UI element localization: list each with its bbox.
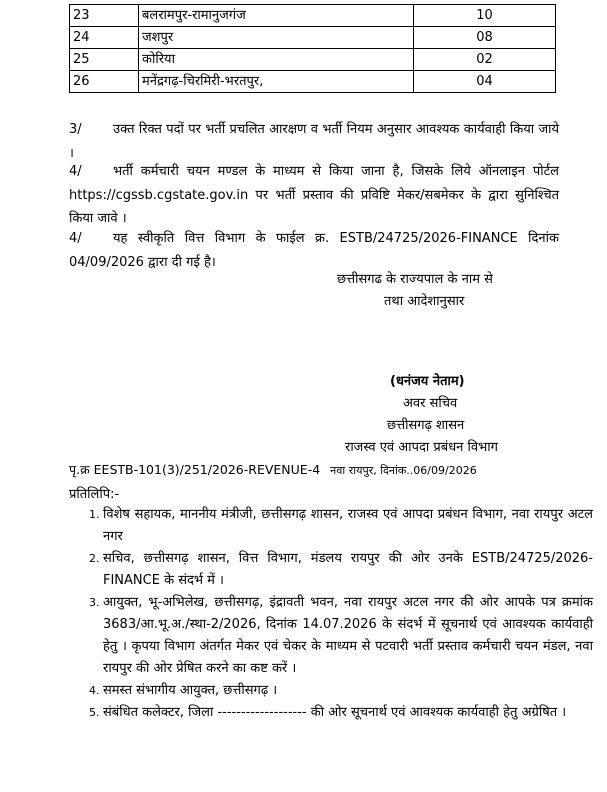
table-row	[70, 5, 556, 27]
district-posts-table	[69, 4, 556, 93]
district-name: बलरामपुर-रामानुजगंज	[139, 5, 414, 27]
reference-place-date: नवा रायपुर, दिनांक..06/09/2026	[330, 464, 477, 477]
district-name: मनेंद्रगढ़-चिरमिरी-भरतपुर,	[139, 71, 414, 93]
reference-number: पृ.क्र EESTB-101(3)/251/2026-REVENUE-4	[69, 462, 321, 477]
copy-list	[69, 504, 593, 724]
list-item: 1. विशेष सहायक, माननीय मंत्रीजी, छत्तीसगढ़ शासन, राजस्व एवं आपदा प्रबंधन विभाग, नवा रायपुर अटल नगर	[103, 504, 593, 548]
post-count: 02	[414, 49, 556, 71]
list-item: 4. समस्त संभागीय आयुक्त, छत्तीसगढ़ ।	[103, 680, 593, 702]
row-number: 23	[70, 5, 139, 27]
row-number: 24	[70, 27, 139, 49]
authority-line-1: छत्तीसगढ के राज्यपाल के नाम से	[337, 272, 493, 287]
row-number: 26	[70, 71, 139, 93]
paragraph-text: यह स्वीकृति वित्त विभाग के फाईल क्र. ESTB/24725/2026-FINANCE दिनांक 04/09/2026 द्वारा दी गई है।	[69, 231, 559, 270]
paragraph-number: 3/	[69, 122, 82, 137]
list-item: 3. आयुक्त, भू-अभिलेख, छत्तीसगढ़, इंद्रावती भवन, नवा रायपुर अटल नगर की ओर आपके पत्र क्रमांक 3683/आ.भू.अ./स्था-2/2026, दिनांक 14.07.2026 के संदर्भ में सूचनार्थ एवं आवश्यक कार्यवाही हेतु । कृपया विभाग अंतर्गत मेकर एवं चेकर के माध्यम से पटवारी भर्ती प्रस्ताव कर्मचारी चयन मंडल, नवा रायपुर की ओर प्रेषित करने का कष्ट करें ।	[103, 592, 593, 680]
paragraph-number: 4/	[69, 164, 82, 179]
signatory-name: (धनंजय नेताम)	[390, 374, 465, 389]
signatory-department: राजस्व एवं आपदा प्रबंधन विभाग	[345, 440, 498, 455]
list-item: 5. संबंधित कलेक्टर, जिला ------------------- की ओर सूचनार्थ एवं आवश्यक कार्यवाही हेतु अग्रेषित ।	[103, 702, 593, 724]
signatory-designation: अवर सचिव	[403, 396, 458, 411]
paragraph-4b	[69, 227, 559, 274]
paragraph-3	[69, 118, 559, 165]
district-name: जशपुर	[139, 27, 414, 49]
reference-line	[69, 461, 477, 478]
list-item: 2. सचिव, छत्तीसगढ़ शासन, वित्त विभाग, मंडलय रायपुर की ओर उनके ESTB/24725/2026-FINANCE के संदर्भ में ।	[103, 548, 593, 592]
signatory-government: छत्तीसगढ़ शासन	[387, 418, 465, 433]
post-count: 04	[414, 71, 556, 93]
paragraph-text: भर्ती कर्मचारी चयन मण्डल के माध्यम से किया जाना है, जिसके लिये ऑनलाइन पोर्टल https://cgssb.cgstate.gov.in पर भर्ती प्रस्ताव की प्रविष्टि मेकर/सबमेकर के द्वारा सुनिश्चित किया जावे ।	[69, 164, 559, 226]
post-count: 10	[414, 5, 556, 27]
copy-heading: प्रतिलिपि:-	[69, 487, 120, 502]
post-count: 08	[414, 27, 556, 49]
row-number: 25	[70, 49, 139, 71]
table-row	[70, 71, 556, 93]
paragraph-text: उक्त रिक्त पदों पर भर्ती प्रचलित आरक्षण व भर्ती नियम अनुसार आवश्यक कार्यवाही किया जाये ।	[69, 122, 559, 161]
district-name: कोरिया	[139, 49, 414, 71]
table-row	[70, 49, 556, 71]
authority-line-2: तथा आदेशानुसार	[384, 294, 465, 309]
paragraph-number: 4/	[69, 231, 82, 246]
table-row	[70, 27, 556, 49]
paragraph-4	[69, 160, 559, 231]
